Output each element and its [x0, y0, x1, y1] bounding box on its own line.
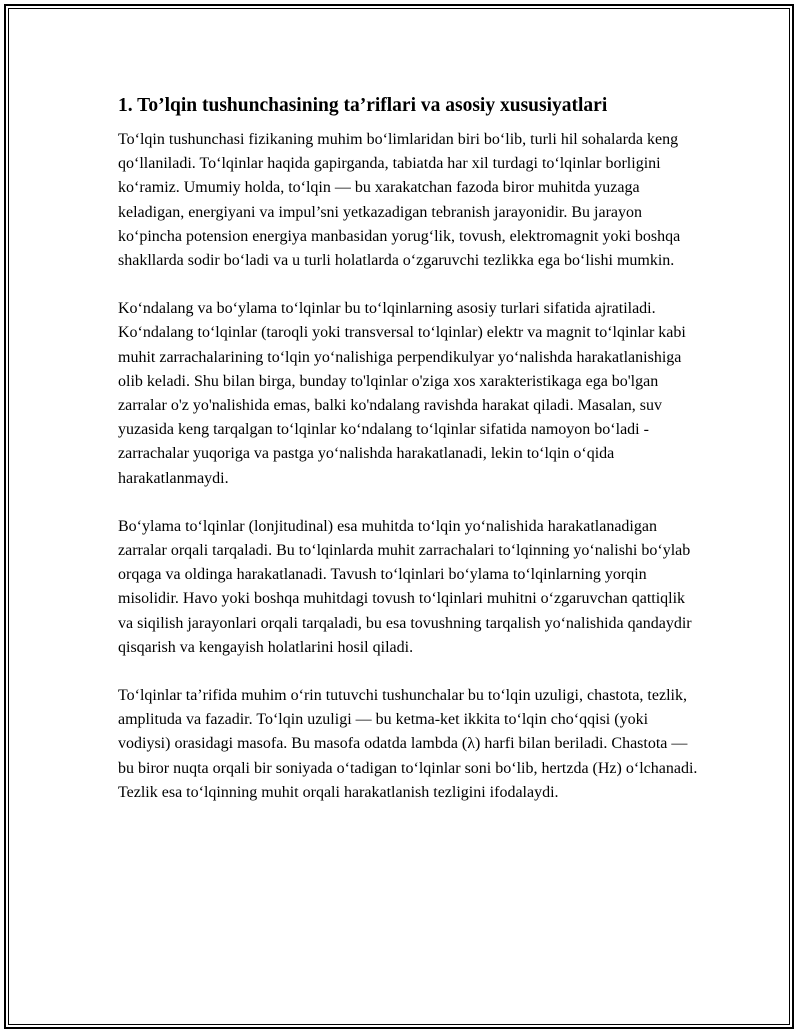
paragraph-2: Ko‘ndalang va bo‘ylama to‘lqinlar bu to‘lqinlarning asosiy turlari sifatida ajratiladi. Ko‘ndalang to‘lqinlar (taroqli yoki transversal to‘lqinlar) elektr va magnit to‘lqinlar kabi muhit zarrachalarining to‘lqin yo‘nalishiga perpendikulyar yo‘nalishda harakatlanishiga olib keladi. Shu bilan birga, bunday to'lqinlar o'ziga xos xarakteristikaga ega bo'lgan zarralar o'z yo'nalishida emas, balki ko'ndalang ravishda harakat qiladi. Masalan, suv yuzasida keng tarqalgan to‘lqinlar ko‘ndalang to‘lqinlar sifatida namoyon bo‘ladi - zarrachalar yuqoriga va pastga yo‘nalishda harakatlanadi, lekin to‘lqin o‘qida harakatlanmaydi. [118, 300, 686, 487]
paragraph-4: To‘lqinlar ta’rifida muhim o‘rin tutuvchi tushunchalar bu to‘lqin uzuligi, chastota, tezlik, amplituda va fazadir. To‘lqin uzuligi — bu ketma-ket ikkita to‘lqin cho‘qqisi (yoki vodiysi) orasidagi masofa. Bu masofa odatda lambda (λ) harfi bilan beriladi. Chastota — bu biror nuqta orqali bir soniyada o‘tadigan to‘lqinlar soni bo‘lib, hertzda (Hz) o‘lchanadi. Tezlik esa to‘lqinning muhit orqali harakatlanish tezligini ifodalaydi. [118, 687, 698, 801]
paragraph-3: Bo‘ylama to‘lqinlar (lonjitudinal) esa muhitda to‘lqin yo‘nalishida harakatlanadigan zarralar orqali tarqaladi. Bu to‘lqinlarda muhit zarrachalari to‘lqinning yo‘nalishi bo‘ylab orqaga va oldinga harakatlanadi. Tavush to‘lqinlari bo‘ylama to‘lqinlarning yorqin misolidir. Havo yoki boshqa muhitdagi tovush to‘lqinlari muhitni o‘zgaruvchan qattiqlik va siqilish jarayonlari orqali tarqaladi, bu esa tovushning tarqalish yo‘nalishida qandaydir qisqarish va kengayish holatlarini hosil qiladi. [118, 517, 692, 656]
document-body [118, 92, 698, 829]
section-heading: 1. To’lqin tushunchasining ta’riflari va asosiy xususiyatlari [118, 95, 608, 116]
paragraph-1: To‘lqin tushunchasi fizikaning muhim bo‘limlaridan biri bo‘lib, turli hil sohalarda keng qo‘llaniladi. To‘lqinlar haqida gapirganda, tabiatda har xil turdagi to‘lqinlar borligini ko‘ramiz. Umumiy holda, to‘lqin — bu xarakatchan fazoda biror muhitda yuzaga keladigan, energiyani va impul’sni yetkazadigan tebranish jarayonidir. Bu jarayon ko‘pincha potension energiya manbasidan yorug‘lik, tovush, elektromagnit yoki boshqa shakllarda sodir bo‘ladi va u turli holatlarda o‘zgaruvchi tezlikka ega bo‘lishi mumkin. [118, 131, 681, 270]
